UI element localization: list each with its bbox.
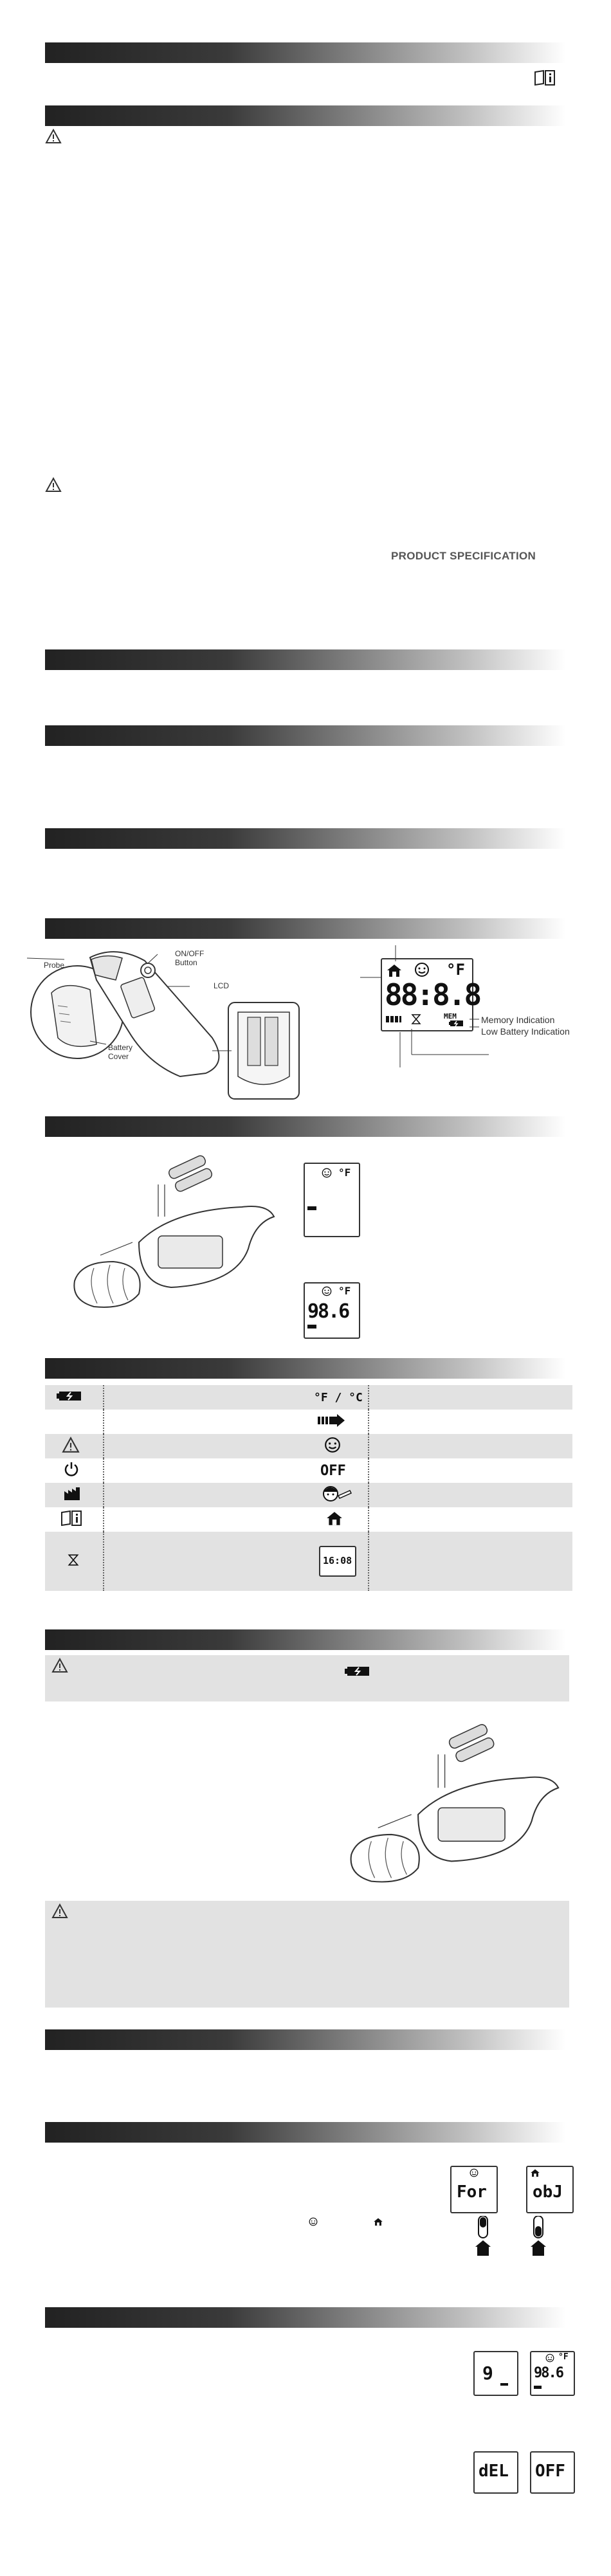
lcd-off-text: OFF bbox=[535, 2462, 565, 2481]
low-battery-icon bbox=[345, 1665, 370, 1677]
battery-level-icon bbox=[307, 1206, 316, 1210]
low-battery-indication-label: Low Battery Indication bbox=[481, 1026, 570, 1037]
clock-time: 16:08 bbox=[323, 1555, 352, 1566]
battery-level-icon bbox=[307, 1325, 316, 1329]
lcd-unit: °F bbox=[338, 1166, 351, 1179]
symbols-table bbox=[45, 1385, 572, 1591]
warning-box bbox=[45, 1655, 569, 1701]
warning-triangle-icon bbox=[45, 477, 62, 493]
onoff-button-label: ON/OFF Button bbox=[175, 949, 205, 967]
battery-install-illustration bbox=[62, 1146, 280, 1313]
caution-box bbox=[45, 1901, 569, 2008]
unit-toggle-symbol: °F / °C bbox=[314, 1390, 363, 1404]
smiley-face-icon bbox=[545, 2354, 554, 2363]
battery-cover-label: Battery Cover bbox=[108, 1043, 133, 1061]
warning-triangle-icon bbox=[62, 1437, 80, 1453]
smiley-face-icon bbox=[309, 2217, 318, 2226]
section-header-bar bbox=[45, 42, 566, 63]
lcd-delete bbox=[473, 2451, 518, 2494]
section-header-bar bbox=[45, 649, 566, 670]
section-header-bar bbox=[45, 1116, 566, 1137]
lcd-startup-display bbox=[304, 1163, 360, 1237]
hourglass-icon bbox=[67, 1554, 80, 1566]
warning-triangle-icon bbox=[51, 1658, 68, 1673]
lcd-del-text: dEL bbox=[479, 2462, 509, 2481]
lcd-underscore bbox=[500, 2383, 508, 2386]
lcd-mem: MEM bbox=[444, 1012, 457, 1020]
child-scan-icon bbox=[320, 1484, 352, 1503]
section-header-bar bbox=[45, 2122, 566, 2143]
clock-display-symbol bbox=[319, 1546, 356, 1577]
manual-info-icon bbox=[60, 1510, 82, 1527]
scan-arrow-icon bbox=[318, 1414, 346, 1427]
lcd-memory-index bbox=[473, 2351, 518, 2396]
section-header-bar bbox=[45, 828, 566, 849]
lcd-reading: 98.6 bbox=[307, 1300, 349, 1323]
lcd-memory-reading bbox=[530, 2351, 575, 2396]
lcd-label: LCD bbox=[214, 981, 230, 990]
lcd-digits: 88:8.8 bbox=[385, 977, 480, 1012]
section-header-bar bbox=[45, 2029, 566, 2050]
object-mode-switch-icon bbox=[529, 2216, 548, 2257]
smiley-face-icon bbox=[324, 1437, 341, 1453]
product-spec-title: PRODUCT SPECIFICATION bbox=[391, 550, 536, 562]
smiley-face-icon bbox=[322, 1168, 332, 1178]
lcd-leader-lines bbox=[360, 945, 502, 1067]
house-icon bbox=[373, 2217, 383, 2226]
house-icon bbox=[530, 2168, 540, 2177]
manufacturer-icon bbox=[63, 1486, 81, 1501]
lcd-object-mode bbox=[526, 2166, 574, 2213]
section-header-bar bbox=[45, 918, 566, 939]
section-header-bar bbox=[45, 1358, 566, 1379]
manual-info-icon bbox=[534, 69, 556, 86]
lcd-unit: °F bbox=[558, 2352, 569, 2362]
house-icon bbox=[325, 1510, 343, 1526]
lcd-forehead-mode bbox=[450, 2166, 498, 2213]
warning-triangle-icon bbox=[51, 1903, 68, 1919]
memory-indication-label: Memory Indication bbox=[481, 1015, 555, 1025]
power-icon bbox=[63, 1461, 80, 1478]
lcd-off bbox=[530, 2451, 575, 2494]
low-battery-icon bbox=[57, 1390, 82, 1402]
lcd-unit: °F bbox=[338, 1285, 351, 1297]
section-header-bar bbox=[45, 725, 566, 746]
forehead-mode-switch-icon bbox=[473, 2216, 493, 2257]
lcd-obj-text: obJ bbox=[533, 2182, 563, 2202]
smiley-face-icon bbox=[470, 2168, 479, 2177]
section-header-bar bbox=[45, 2307, 566, 2328]
battery-replace-illustration bbox=[329, 1714, 574, 1888]
smiley-face-icon bbox=[322, 1286, 332, 1296]
lcd-for-text: For bbox=[457, 2182, 487, 2202]
probe-label: Probe bbox=[44, 961, 65, 970]
lcd-memory-number: 9 bbox=[482, 2363, 493, 2384]
lcd-unit: °F bbox=[446, 961, 465, 979]
off-symbol: OFF bbox=[320, 1462, 346, 1479]
section-header-bar bbox=[45, 1629, 566, 1650]
battery-level-icon bbox=[534, 2386, 542, 2389]
warning-triangle-icon bbox=[45, 129, 62, 144]
lcd-reading: 98.6 bbox=[534, 2365, 563, 2381]
section-header-bar bbox=[45, 105, 566, 126]
lcd-reading-display bbox=[304, 1282, 360, 1339]
